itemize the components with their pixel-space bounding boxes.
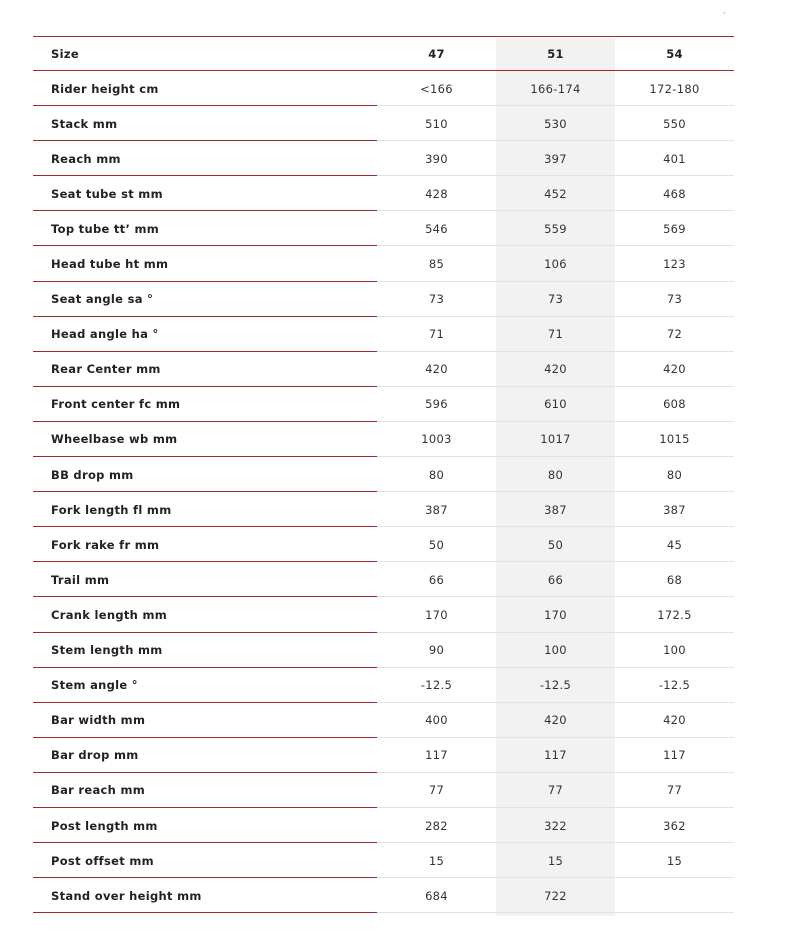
row-value-size-47: 684 <box>425 888 448 903</box>
row-value-size-51: 66 <box>547 572 564 587</box>
row-value-size-54: 123 <box>663 257 686 272</box>
table-row <box>33 141 734 176</box>
decorative-dot: · <box>723 9 726 18</box>
row-label: Rider height cm <box>51 81 159 96</box>
table-row <box>33 457 734 492</box>
row-value-size-54: 420 <box>663 713 686 728</box>
size-header-51: 51 <box>547 46 564 61</box>
row-value-size-47: 71 <box>428 327 445 342</box>
row-value-size-51: 166-174 <box>530 81 581 96</box>
row-label: Stack mm <box>51 116 118 131</box>
row-value-size-54: -12.5 <box>658 678 691 693</box>
row-value-size-54: 80 <box>666 467 683 482</box>
row-value-size-51: 722 <box>544 888 567 903</box>
row-divider-red <box>33 912 377 913</box>
table-row <box>33 633 734 668</box>
table-row <box>33 176 734 211</box>
row-value-size-51: 50 <box>547 537 564 552</box>
row-value-size-54: 73 <box>666 292 683 307</box>
row-label: Bar width mm <box>51 713 146 728</box>
row-value-size-54: 401 <box>663 151 686 166</box>
row-value-size-51: 100 <box>544 643 567 658</box>
row-value-size-51: 452 <box>544 186 567 201</box>
row-value-size-47: 400 <box>425 713 448 728</box>
row-label: Front center fc mm <box>51 397 181 412</box>
row-value-size-47: 282 <box>425 818 448 833</box>
row-value-size-54: 387 <box>663 502 686 517</box>
table-row <box>33 668 734 703</box>
table-row <box>33 106 734 141</box>
row-label: Bar reach mm <box>51 783 146 798</box>
row-label: Stem angle ° <box>51 678 138 693</box>
row-value-size-54: 15 <box>666 853 683 868</box>
row-value-size-47: 546 <box>425 221 448 236</box>
size-header-54: 54 <box>666 46 683 61</box>
table-row <box>33 878 734 913</box>
row-label: Post offset mm <box>51 853 154 868</box>
row-label: Bar drop mm <box>51 748 139 763</box>
row-value-size-54: 72 <box>666 327 683 342</box>
row-value-size-51: 420 <box>544 362 567 377</box>
row-value-size-47: 1003 <box>421 432 452 447</box>
row-label: Fork length fl mm <box>51 502 172 517</box>
table-row <box>33 738 734 773</box>
row-label: Trail mm <box>51 572 110 587</box>
row-label: Stem length mm <box>51 643 163 658</box>
row-value-size-51: 77 <box>547 783 564 798</box>
row-value-size-51: 322 <box>544 818 567 833</box>
row-value-size-47: 50 <box>428 537 445 552</box>
table-row <box>33 808 734 843</box>
row-value-size-54: 569 <box>663 221 686 236</box>
table-row <box>33 422 734 457</box>
row-value-size-51: 1017 <box>540 432 571 447</box>
table-row <box>33 562 734 597</box>
row-value-size-47: 15 <box>428 853 445 868</box>
size-header-label: Size <box>51 46 79 61</box>
row-value-size-54: 45 <box>666 537 683 552</box>
row-value-size-47: <166 <box>420 81 453 96</box>
table-body <box>33 71 734 913</box>
row-label: Seat angle sa ° <box>51 292 154 307</box>
table-row <box>33 317 734 352</box>
row-value-size-47: 387 <box>425 502 448 517</box>
row-value-size-47: 80 <box>428 467 445 482</box>
row-value-size-54: 172.5 <box>657 607 692 622</box>
row-value-size-47: -12.5 <box>420 678 453 693</box>
row-label: BB drop mm <box>51 467 134 482</box>
size-header-47: 47 <box>428 46 445 61</box>
row-value-size-51: 387 <box>544 502 567 517</box>
table-row <box>33 352 734 387</box>
row-value-size-54: 468 <box>663 186 686 201</box>
table-row <box>33 703 734 738</box>
row-divider-gray <box>377 912 734 913</box>
table-row <box>33 843 734 878</box>
row-value-size-54: 608 <box>663 397 686 412</box>
row-label: Seat tube st mm <box>51 186 163 201</box>
table-row <box>33 492 734 527</box>
table-row <box>33 71 734 106</box>
row-value-size-51: 117 <box>544 748 567 763</box>
row-label: Stand over height mm <box>51 888 202 903</box>
row-value-size-51: 610 <box>544 397 567 412</box>
row-value-size-47: 77 <box>428 783 445 798</box>
row-label: Reach mm <box>51 151 121 166</box>
row-label: Head tube ht mm <box>51 257 169 272</box>
row-label: Post length mm <box>51 818 158 833</box>
row-value-size-51: 420 <box>544 713 567 728</box>
row-value-size-51: -12.5 <box>539 678 572 693</box>
table-header-row <box>33 36 734 71</box>
row-value-size-51: 80 <box>547 467 564 482</box>
row-label: Rear Center mm <box>51 362 161 377</box>
row-value-size-51: 530 <box>544 116 567 131</box>
row-value-size-54: 1015 <box>659 432 690 447</box>
row-value-size-54: 77 <box>666 783 683 798</box>
row-value-size-47: 428 <box>425 186 448 201</box>
row-value-size-47: 66 <box>428 572 445 587</box>
row-value-size-51: 71 <box>547 327 564 342</box>
row-value-size-51: 73 <box>547 292 564 307</box>
row-value-size-51: 106 <box>544 257 567 272</box>
row-value-size-47: 117 <box>425 748 448 763</box>
row-value-size-54: 100 <box>663 643 686 658</box>
row-value-size-47: 596 <box>425 397 448 412</box>
table-row <box>33 773 734 808</box>
geometry-table <box>33 36 734 913</box>
row-value-size-47: 90 <box>428 643 445 658</box>
row-value-size-51: 559 <box>544 221 567 236</box>
row-value-size-54: 172-180 <box>649 81 700 96</box>
table-row <box>33 246 734 281</box>
row-label: Top tube tt’ mm <box>51 221 160 236</box>
row-value-size-47: 85 <box>428 257 445 272</box>
row-value-size-47: 390 <box>425 151 448 166</box>
table-row <box>33 597 734 632</box>
row-value-size-54: 117 <box>663 748 686 763</box>
row-value-size-47: 73 <box>428 292 445 307</box>
row-label: Crank length mm <box>51 607 168 622</box>
row-label: Head angle ha ° <box>51 327 159 342</box>
row-value-size-47: 170 <box>425 607 448 622</box>
row-value-size-51: 397 <box>544 151 567 166</box>
row-label: Wheelbase wb mm <box>51 432 178 447</box>
row-value-size-54: 550 <box>663 116 686 131</box>
table-row <box>33 527 734 562</box>
row-value-size-47: 510 <box>425 116 448 131</box>
row-value-size-47: 420 <box>425 362 448 377</box>
row-value-size-54: 68 <box>666 572 683 587</box>
row-value-size-54: 362 <box>663 818 686 833</box>
table-row <box>33 387 734 422</box>
table-row <box>33 211 734 246</box>
row-value-size-51: 170 <box>544 607 567 622</box>
table-row <box>33 282 734 317</box>
row-value-size-54: 420 <box>663 362 686 377</box>
row-value-size-51: 15 <box>547 853 564 868</box>
row-label: Fork rake fr mm <box>51 537 160 552</box>
